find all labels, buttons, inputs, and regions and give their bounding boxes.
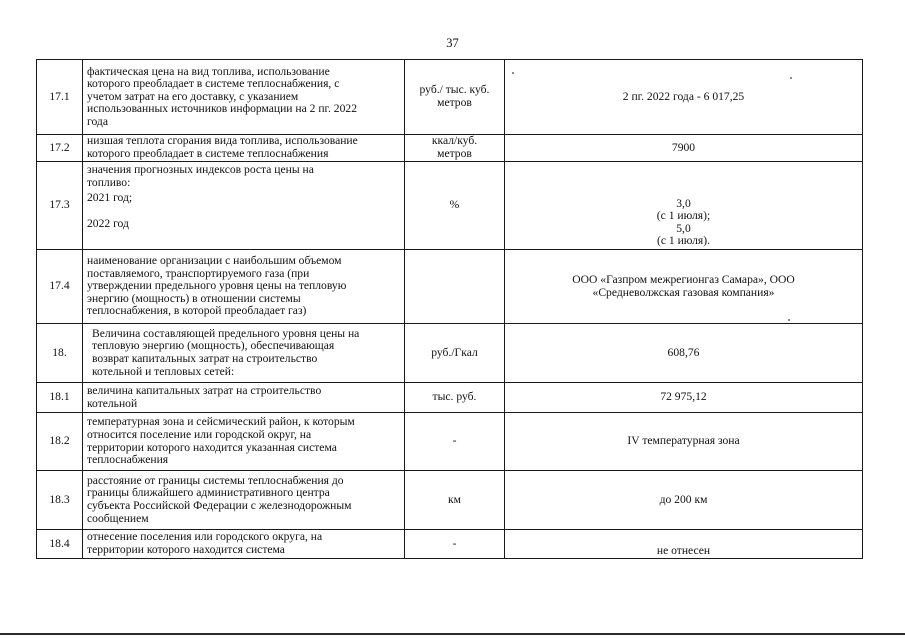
- row-number: 17.4: [37, 250, 83, 324]
- scan-edge-line: [0, 633, 905, 635]
- row-number: 18.: [37, 324, 83, 383]
- tariff-parameters-table: [36, 59, 863, 559]
- row-unit: руб./ тыс. куб. метров: [405, 60, 505, 135]
- row-value: до 200 км: [505, 471, 863, 530]
- description-line: топливо:: [87, 175, 131, 189]
- row-description: отнесение поселения или городского округа, на территории которого находится система: [83, 530, 405, 559]
- row-number: 18.4: [37, 530, 83, 559]
- description-line: 2022 год: [87, 216, 129, 230]
- page-number: 37: [446, 36, 459, 50]
- table-row: [37, 413, 863, 471]
- value-line: (с 1 июля);: [656, 209, 711, 223]
- row-description: [83, 162, 405, 250]
- row-unit: ккал/куб. метров: [405, 135, 505, 162]
- description-line: [87, 205, 400, 218]
- table-row: [37, 324, 863, 383]
- row-value: [505, 162, 863, 250]
- table-row: [37, 162, 863, 250]
- row-description: наименование организации с наибольшим объемом поставляемого, транспортируемого газа (при утверждении предельного уровня цены на тепловую энергию (мощность) в отношении системы теплоснабжения, в которой преобладает газ): [83, 250, 405, 324]
- row-description: расстояние от границы системы теплоснабжения до границы ближайшего административного центра субъекта Российской Федерации с железнодорожным сообщением: [83, 471, 405, 530]
- row-unit: -: [405, 530, 505, 559]
- row-value: 72 975,12: [505, 383, 863, 413]
- row-number: 17.1: [37, 60, 83, 135]
- row-description: температурная зона и сейсмический район, к которым относится поселение или городской округ, на территории которого находится указанная система теплоснабжения: [83, 413, 405, 471]
- row-unit: руб./Гкал: [405, 324, 505, 383]
- row-description: низшая теплота сгорания вида топлива, использование которого преобладает в системе теплоснабжения: [83, 135, 405, 162]
- row-unit: тыс. руб.: [405, 383, 505, 413]
- scan-speck: [790, 77, 792, 79]
- row-unit: %: [405, 162, 505, 250]
- table-row: [37, 250, 863, 324]
- table-row: [37, 471, 863, 530]
- row-number: 17.2: [37, 135, 83, 162]
- row-number: 17.3: [37, 162, 83, 250]
- row-number: 18.2: [37, 413, 83, 471]
- row-description: Величина составляющей предельного уровня цены на тепловую энергию (мощность), обеспечивающая возврат капитальных затрат на строительство котельной и тепловых сетей:: [83, 324, 405, 383]
- table-row: [37, 135, 863, 162]
- table-row: [37, 383, 863, 413]
- row-value: 2 пг. 2022 года - 6 017,25: [505, 60, 863, 135]
- row-unit: -: [405, 413, 505, 471]
- row-description: величина капитальных затрат на строительство котельной: [83, 383, 405, 413]
- scan-speck: [788, 319, 790, 321]
- row-unit: км: [405, 471, 505, 530]
- row-value: 608,76: [505, 324, 863, 383]
- value-line: 5,0: [676, 221, 691, 235]
- table-row: [37, 60, 863, 135]
- table-row: [37, 530, 863, 559]
- value-line: (с 1 июля).: [656, 234, 711, 248]
- row-number: 18.1: [37, 383, 83, 413]
- row-value: не отнесен: [505, 530, 863, 559]
- value-line: 3,0: [676, 196, 691, 210]
- row-value: ООО «Газпром межрегионгаз Самара», ООО «Средневолжская газовая компания»: [505, 250, 863, 324]
- row-value: IV температурная зона: [505, 413, 863, 471]
- scan-speck: [512, 72, 514, 74]
- row-number: 18.3: [37, 471, 83, 530]
- description-line: значения прогнозных индексов роста цены на: [87, 163, 314, 176]
- description-line: 2021 год;: [87, 191, 133, 205]
- row-value: 7900: [505, 135, 863, 162]
- row-unit: [405, 250, 505, 324]
- row-description: фактическая цена на вид топлива, использование которого преобладает в системе теплоснабжения, с учетом затрат на его доставку, с указанием использованных источников информации на 2 пг. 2022 года: [83, 60, 405, 135]
